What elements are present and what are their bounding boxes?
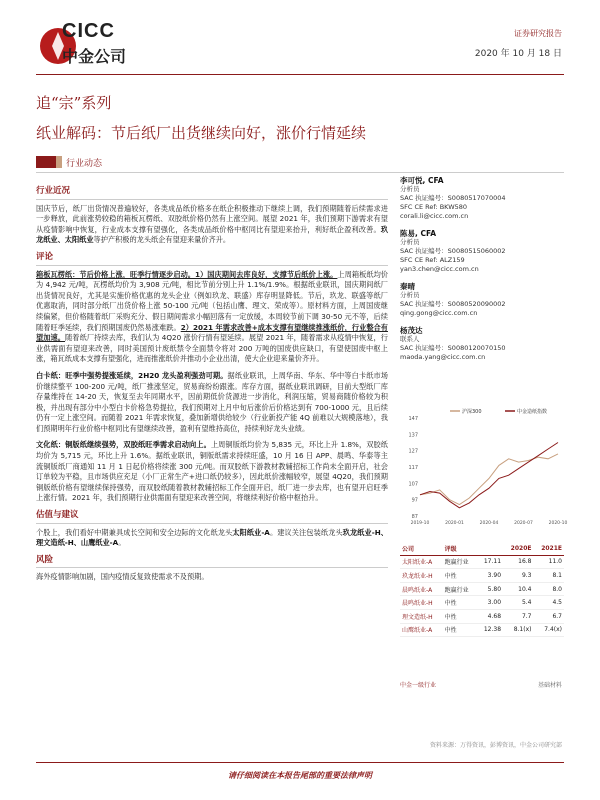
paragraph: 国庆节后，纸厂出货情况普遍较好，各类成品纸价格多在纸企积极推动下继续上调，我们预期随着后续需求进一步释放，此前涨势较稳的箱板瓦楞纸、双胶纸价格仍然有上涨空间。展望 2021 年，我们预期下游需求有望从疫情影响中恢复，行业成本支撑有望强化，各类成品纸价格中枢同比有望迎来抬升，利好纸企盈利改善。玖龙纸业、太阳纸业等护产积极的龙头纸企有望迎来量价齐升。 — [36, 203, 388, 245]
analyst-email[interactable]: corali.li@cicc.com.cn — [400, 212, 469, 220]
footer-divider — [36, 762, 564, 763]
tag-marker — [36, 156, 56, 168]
source-note: 资料来源：万得资讯，彭博资讯，中金公司研究部 — [429, 742, 562, 749]
report-date: 2020 年 10 月 18 日 — [474, 49, 562, 59]
section-heading: 评论 — [36, 252, 388, 266]
y-tick-label: 87 — [411, 514, 418, 520]
industry-label: 中金一级行业 — [400, 682, 437, 689]
analyst-card: 秦晴 分析员 SAC 执证编号：S0080520090002 qing.gong@cicc.com.cn — [400, 282, 564, 318]
analyst-card: 李可悦, CFA 分析员 SAC 执证编号：S0080517070004 SFC CE Ref: BKW580 corali.li@cicc.com.cn — [400, 176, 564, 221]
legend-label: 中金造纸指数 — [517, 409, 548, 415]
section-heading: 行业近况 — [36, 186, 388, 200]
legend-label: 沪深300 — [462, 409, 482, 415]
paragraph: 文化纸：铜版纸继续强势，双胶纸旺季需求启动向上。上周铜版纸均价为 5,835 元，环比上升 1.8%，双胶纸均价为 5,715 元，环比上升 1.6%。据纸业联讯，铜版纸需求持续旺盛，10 月 16 日 APP、晨鸣、华泰等主流铜版纸厂商通知 11 月 1 日起价格将续涨 300 元/吨。而双胶纸下游教材教辅招标工作尚未全面开启，社会订单较为平稳，且市场供应充足（小厂正常生产+进口纸仍较多），因此纸价涨幅较窄，展望 4Q20，我们预期铜版纸价格有望继续保持强势，而双胶纸随着教材教辅招标工作全面开启，纸厂进一步去库，也有望开启旺季上涨行情。2021 年，我们预期行业供需面有望迎来改善空间，将继续利好价格中枢抬升。 — [36, 440, 388, 503]
logo-text: CICC — [62, 20, 115, 42]
table-header-row: 公司 评级 2020E 2021E — [400, 542, 564, 555]
report-tag: 行业动态 — [66, 159, 103, 169]
table-row: 玖龙纸业-H 中性 3.90 9.3 8.1 — [400, 569, 564, 583]
analyst-email[interactable]: qing.gong@cicc.com.cn — [400, 309, 478, 317]
tag-marker-light — [56, 156, 62, 168]
paragraph: 箱板瓦楞纸：节后价格上涨，旺季行情逐步启动。1）国庆期间去库良好，支撑节后纸价上涨。上周箱板纸均价为 4,942 元/吨，瓦楞纸均价为 3,908 元/吨，相比节前分别上升 1.1%/1.9%。根据纸业联讯，国庆期间纸厂出货情况良好，尤其是实施价格优惠的龙头企业（例如玖龙、联盛）库存明显降低。节后，玖龙、联盛等纸厂优惠取消，同时部分纸厂出货价格上涨 50-100 元/吨（包括山鹰、理文、荣成等）。原材料方面，上周国废继续偏紧，但价格随着纸厂采购充分、假日期间需求小幅回落有一定放缓，本周较节前下调 30-50 元不等，后续随着旺季延续，我们预期国废仍然易涨难跌。2）2021 年需求改善+成本支撑有望继续推涨纸价，行业整合有望加速。随着纸厂持续去库，我们认为 4Q20 涨价行情有望延续。展望 2021 年，随着需求从疫情中恢复，行业供需面有望迎来改善，同时美国预计废纸禁令全面禁令将对 200 万吨的国废供应缺口，有望使国废中枢上涨，箱瓦纸成本支撑有望强化，进而推涨纸价并推动小企业出清，使大企业迎来量价齐升。 — [36, 269, 388, 364]
report-type: 证券研究报告 — [514, 29, 562, 38]
y-tick-label: 127 — [408, 448, 418, 455]
x-tick-label: 2020-01 — [445, 521, 464, 526]
section-heading: 风险 — [36, 555, 388, 569]
analyst-email[interactable]: yan3.chen@cicc.com.cn — [400, 265, 479, 273]
table-row: 山鹰纸业-A 中性 12.38 8.1(x) 7.4(x) — [400, 623, 564, 637]
section-heading: 估值与建议 — [36, 510, 388, 524]
paragraph: 白卡纸：旺季中强势提涨延续，2H20 龙头盈利强劲可期。据纸业联讯，上周华南、华东、华中等白卡纸市场价继续整平 100-200 元/吨，纸厂推涨坚定，贸易商纷纷跟涨。库存方面，据纸业联讯调研，目前大型纸厂库存量维持在 14-20 天，恢复至去年同期水平，因前期低价货源进一步消化，利润压缩，贸易商随价格较为积极，并出现有部分中小型白卡价格急势提拉，我们预期对上月中旬后涨价后价格达到有 700-1000 元，且后续仍有一定上涨空间。而随着 2021 年需求恢复，叠加新增供给较少（行业新投产能 4Q 前难以大规模落地），我们预期明年行业价格中枢同比有望继续改善，盈利有望维持高位，持续利好龙头业绩。 — [36, 370, 388, 433]
y-tick-label: 107 — [408, 481, 418, 488]
main-content — [36, 182, 388, 589]
paragraph: 个股上，我们看好中期兼具成长空间和安全边际的文化纸龙头太阳纸业-A。建议关注包装纸龙头玖龙纸业-H、理文造纸-H、山鹰纸业-A。 — [36, 527, 388, 548]
table-row: 太阳纸业-A 跑赢行业 17.11 16.8 11.0 — [400, 555, 564, 569]
index-chart — [400, 404, 568, 532]
header-divider — [36, 74, 564, 75]
x-axis — [411, 520, 568, 526]
analyst-email[interactable]: maoda.yang@cicc.com.cn — [400, 353, 486, 361]
x-tick-label: 2020-07 — [514, 521, 533, 526]
y-tick-label: 137 — [408, 432, 418, 439]
valuation-table — [400, 542, 564, 637]
x-tick-label: 2020-10 — [548, 521, 568, 526]
tag-divider — [36, 172, 564, 173]
analyst-card: 陈易, CFA 分析员 SAC 执证编号：S0080515060002 SFC CE Ref: ALZ159 yan3.chen@cicc.com.cn — [400, 229, 564, 274]
y-axis — [408, 416, 418, 520]
x-tick-label: 2019-10 — [410, 521, 430, 526]
report-title: 纸业解码：节后纸厂出货继续向好，涨价行情延续 — [36, 124, 367, 142]
series-line-hs300 — [420, 454, 558, 505]
paragraph: 海外疫情影响加剧，国内疫情反复致使需求不及预期。 — [36, 572, 209, 582]
y-tick-label: 117 — [408, 465, 418, 471]
table-row: 理文造纸-H 中性 4.68 7.7 6.7 — [400, 609, 564, 623]
table-row: 晨鸣纸业-A 跑赢行业 5.80 10.4 8.0 — [400, 582, 564, 596]
chart-legend — [450, 408, 547, 415]
table-row: 晨鸣纸业-H 中性 3.00 5.4 4.5 — [400, 596, 564, 610]
logo-text-cn: 中金公司 — [62, 47, 127, 66]
analyst-sidebar — [400, 176, 564, 370]
industry-name: 基础材料 — [537, 682, 562, 689]
legal-disclaimer: 请仔细阅读在本报告尾部的重要法律声明 — [228, 771, 372, 780]
y-tick-label: 97 — [411, 497, 418, 504]
y-tick-label: 147 — [408, 416, 418, 422]
series-line-paper-index — [420, 443, 558, 508]
analyst-card: 杨茂达 联系人 SAC 执证编号：S0080120070150 maoda.yang@cicc.com.cn — [400, 326, 564, 362]
series-title: 追“宗”系列 — [36, 94, 112, 112]
x-tick-label: 2020-04 — [479, 521, 499, 526]
